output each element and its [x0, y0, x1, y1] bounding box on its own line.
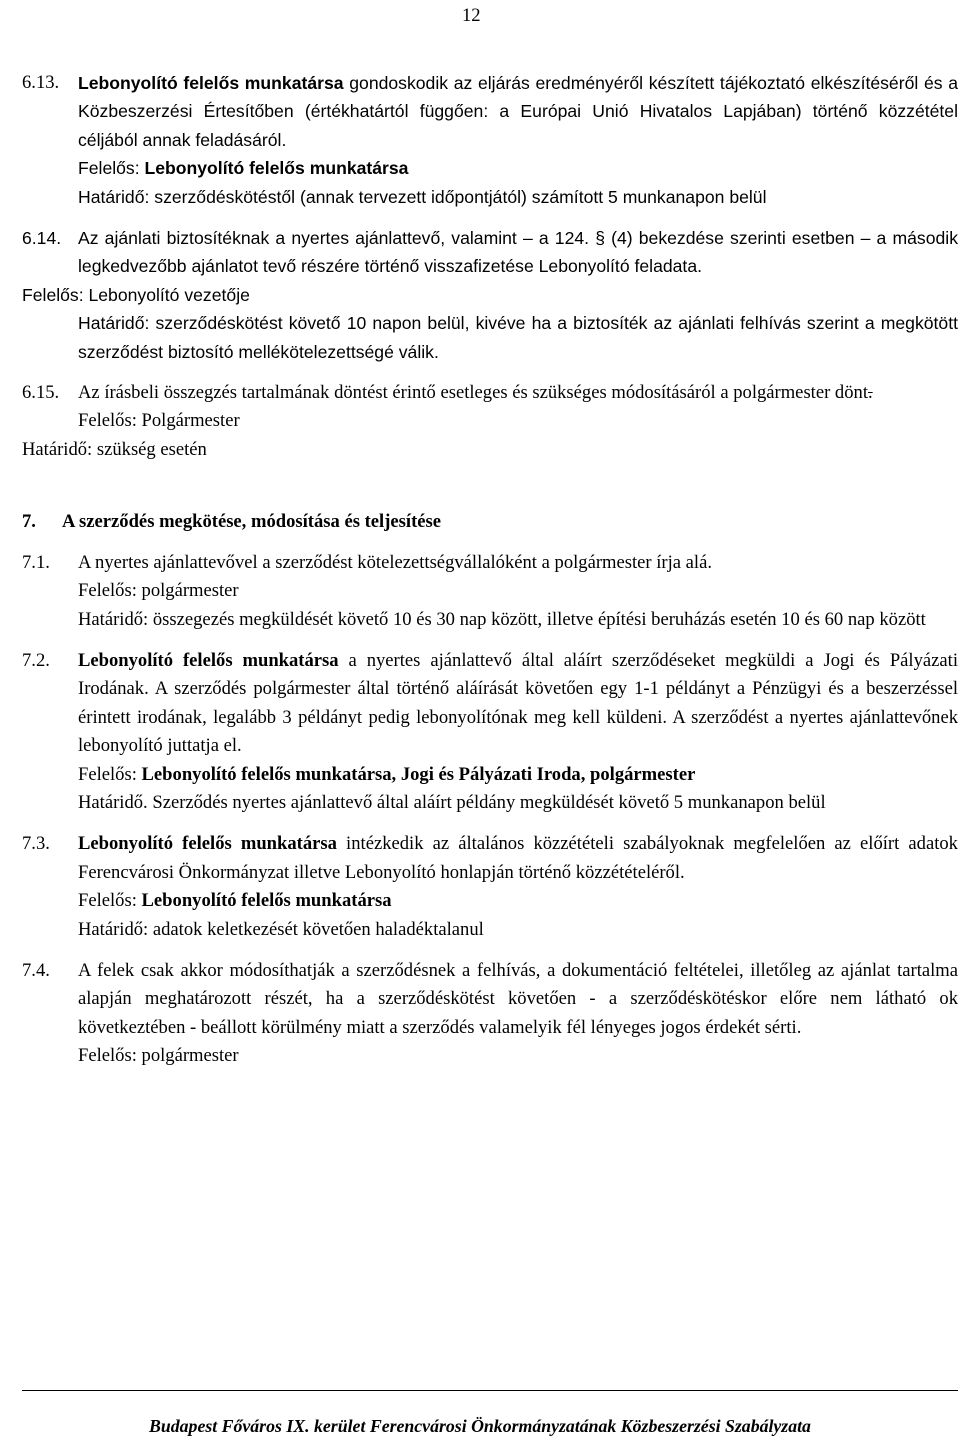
item-text: intézkedik az általános közzétételi szabályoknak megfelelően az előírt adatok Ferencvárosi Önkormányzat illetve Lebonyolító honlapján történő közzétételéről. — [78, 833, 958, 883]
footer-divider — [22, 1390, 958, 1391]
item-text: A nyertes ajánlattevővel a szerződést kötelezettségvállalóként a polgármester írja alá. — [78, 551, 712, 573]
item-body — [78, 647, 958, 817]
section-number: 7. — [22, 511, 36, 533]
item-body — [78, 957, 958, 1071]
item-number: 7.4. — [22, 959, 50, 981]
item-text: a nyertes ajánlattevő által aláírt szerződéseket megküldi a Jogi és Pályázati Irodának. A szerződés polgármester által történő aláírását követően egy 1-1 példányt a Pénzügyi és a beszerzéssel érintett irodának, legalább 3 példányt pedig lebonyolítónak meg kell küldeni. A szerződést a nyertes ajánlattevőnek lebonyolító juttatja el. — [78, 649, 958, 757]
responsible-line: Felelős: polgármester — [78, 1045, 239, 1067]
responsible-line: Felelős: Lebonyolító felelős munkatársa — [78, 890, 392, 912]
responsible-lead: Lebonyolító felelős munkatársa — [78, 73, 344, 93]
page-number: 12 — [462, 5, 481, 26]
section-7-2 — [22, 647, 958, 817]
section-7-4 — [22, 957, 958, 1071]
document-body — [22, 69, 958, 1071]
responsible-lead: Lebonyolító felelős munkatársa — [78, 649, 339, 671]
item-body — [78, 379, 958, 436]
deadline-line: Határidő: szükség esetén — [22, 438, 207, 460]
struck-text: . — [868, 382, 873, 404]
section-6-15 — [22, 379, 958, 436]
item-body — [78, 549, 958, 634]
deadline-line: Határidő: szerződéskötést követő 10 napon belül, kivéve ha a biztosíték az ajánlati felhívás szerint a megkötött szerződést biztosító mellékötelezettségé válik. — [78, 313, 958, 362]
deadline-line: Határidő. Szerződés nyertes ajánlattevő által aláírt példány megküldését követő 5 munkanapon belül — [78, 791, 826, 813]
page-footer: Budapest Főváros IX. kerület Ferencvárosi Önkormányzatának Közbeszerzési Szabályzata — [149, 1416, 811, 1436]
item-body — [78, 830, 958, 944]
responsible-line: Felelős: polgármester — [78, 580, 239, 602]
item-text: Az ajánlati biztosítéknak a nyertes ajánlattevő, valamint – a 124. § (4) bekezdése szerinti esetben – a második legkedvezőbb ajánlatot tevő részére történő visszafizetése Lebonyolító feladata. — [78, 228, 958, 277]
item-number: 6.15. — [22, 382, 60, 404]
responsible-line: Felelős: Polgármester — [78, 410, 240, 432]
responsible-line: Felelős: Lebonyolító felelős munkatársa, Jogi és Pályázati Iroda, polgármester — [78, 763, 696, 785]
item-number: 7.1. — [22, 551, 50, 573]
item-body — [78, 224, 958, 281]
item-number: 6.13. — [22, 72, 60, 93]
responsible-lead: Lebonyolító felelős munkatársa — [78, 833, 337, 855]
section-7-heading — [22, 508, 958, 536]
item-body — [78, 69, 958, 211]
item-number: 6.14. — [22, 228, 62, 249]
item-text: A felek csak akkor módosíthatják a szerződésnek a felhívás, a dokumentáció feltételei, illetőleg az ajánlat tartalma alapján meghatározott részét, ha a szerződéskötést követően - a szerződéskötéskor előre nem látható ok következtében - beállott körülmény miatt a szerződés valamelyik fél lényeges jogos érdekét sérti. — [78, 959, 958, 1038]
item-text: gondoskodik az eljárás eredményéről készített tájékoztató elkészítéséről és a Közbeszerzési Értesítőben (értékhatártól függően: a Európai Unió Hivatalos Lapjában) történő közzététel céljából annak feladásáról. — [78, 73, 958, 150]
section-6-14 — [22, 224, 958, 281]
section-title: A szerződés megkötése, módosítása és teljesítése — [62, 511, 442, 533]
section-6-13 — [22, 69, 958, 211]
section-7-1 — [22, 549, 958, 634]
item-text: Az írásbeli összegzés tartalmának döntést érintő esetleges és szükséges módosításáról a polgármester dönt — [78, 382, 868, 404]
deadline-line: Határidő: adatok keletkezését követően haladéktalanul — [78, 918, 484, 940]
item-number: 7.3. — [22, 833, 50, 855]
deadline-line: Határidő: összegezés megküldését követő 10 és 30 nap között, illetve építési beruházás esetén 10 és 60 nap között — [78, 608, 926, 630]
item-number: 7.2. — [22, 649, 50, 671]
deadline-line: Határidő: szerződéskötéstől (annak tervezett időpontjától) számított 5 munkanapon belül — [78, 186, 767, 207]
responsible-line: Felelős: Lebonyolító vezetője — [22, 284, 250, 305]
section-7-3 — [22, 830, 958, 944]
responsible-line: Felelős: Lebonyolító felelős munkatársa — [78, 158, 409, 179]
